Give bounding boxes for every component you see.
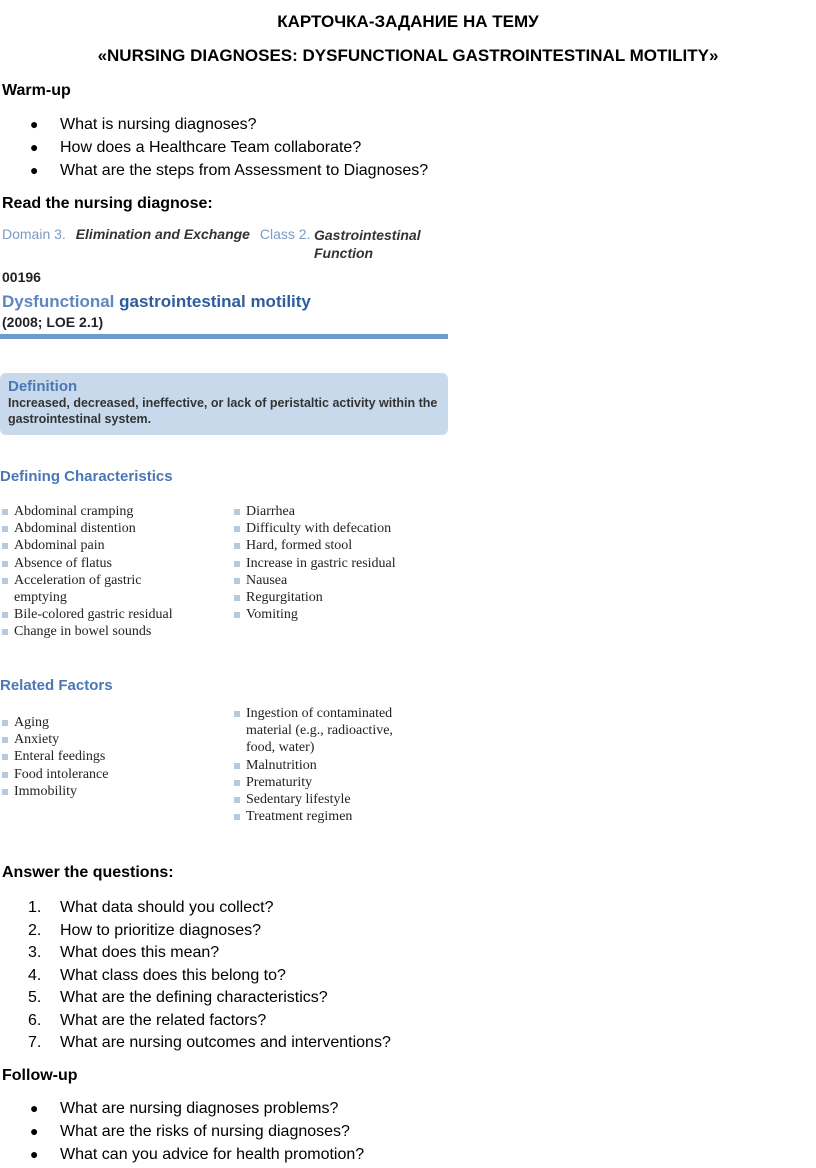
square-bullet-icon — [0, 503, 14, 520]
list-item: Prematurity — [232, 774, 432, 791]
square-bullet-icon — [0, 606, 14, 623]
list-item: Abdominal distention — [0, 520, 220, 537]
square-bullet-icon — [232, 774, 246, 791]
list-item: Abdominal cramping — [0, 503, 220, 520]
list-item: Anxiety — [0, 731, 220, 748]
square-bullet-icon — [232, 606, 246, 623]
related-factors-heading: Related Factors — [0, 677, 113, 694]
list-item: Diarrhea — [232, 503, 447, 520]
square-bullet-icon — [232, 757, 246, 774]
list-item: ● What are nursing diagnoses problems? — [28, 1097, 364, 1120]
diagnosis-year: (2008; LOE 2.1) — [2, 314, 104, 330]
domain-label: Domain 3. — [2, 226, 66, 242]
list-item: Difficulty with defecation — [232, 520, 447, 537]
square-bullet-icon — [232, 555, 246, 572]
square-bullet-icon — [0, 714, 14, 731]
list-item: Abdominal pain — [0, 537, 220, 554]
defining-characteristics-heading: Defining Characteristics — [0, 468, 173, 485]
square-bullet-icon — [0, 520, 14, 537]
square-bullet-icon — [232, 791, 246, 808]
list-item: ● How does a Healthcare Team collaborate? — [28, 136, 428, 159]
square-bullet-icon — [232, 705, 246, 757]
square-bullet-icon — [0, 572, 14, 606]
definition-box — [0, 373, 448, 435]
list-item: ● What are the steps from Assessment to Diagnoses? — [28, 159, 428, 182]
list-item: 5. What are the defining characteristics? — [28, 989, 328, 1006]
list-item: Malnutrition — [232, 757, 432, 774]
class-label: Class 2. — [259, 226, 311, 242]
square-bullet-icon — [232, 572, 246, 589]
list-item: 3. What does this mean? — [28, 944, 220, 961]
diagnosis-title: Dysfunctional gastrointestinal motility — [2, 292, 311, 311]
list-item: Absence of flatus — [0, 555, 220, 572]
followup-heading: Follow-up — [2, 1067, 78, 1084]
list-item: Ingestion of contaminated material (e.g., radioactive, food, water) — [232, 705, 422, 757]
list-item: ● What can you advice for health promotion? — [28, 1143, 364, 1166]
diagnosis-code: 00196 — [2, 269, 41, 285]
warmup-list — [28, 113, 428, 182]
list-item: Nausea — [232, 572, 447, 589]
list-item: 1. What data should you collect? — [28, 899, 274, 916]
answer-heading: Answer the questions: — [2, 864, 174, 881]
bullet-icon: ● — [30, 1146, 39, 1162]
class-value: Gastrointestinal Function — [314, 227, 421, 261]
list-item: ● What are the risks of nursing diagnoses? — [28, 1120, 364, 1143]
list-item: 7. What are nursing outcomes and interventions? — [28, 1034, 391, 1051]
list-item: Vomiting — [232, 606, 447, 623]
list-item: Regurgitation — [232, 589, 447, 606]
defining-characteristics-right — [232, 503, 447, 623]
square-bullet-icon — [0, 537, 14, 554]
square-bullet-icon — [0, 766, 14, 783]
square-bullet-icon — [232, 503, 246, 520]
answer-list — [28, 897, 391, 1055]
document-title-ru: КАРТОЧКА-ЗАДАНИЕ НА ТЕМУ — [277, 12, 539, 31]
definition-text: Increased, decreased, ineffective, or lack of peristaltic activity within the gastrointestinal system. — [8, 396, 438, 426]
list-item: Treatment regimen — [232, 808, 432, 825]
square-bullet-icon — [0, 555, 14, 572]
square-bullet-icon — [232, 520, 246, 537]
list-item: Aging — [0, 714, 220, 731]
square-bullet-icon — [232, 808, 246, 825]
bullet-icon: ● — [30, 1123, 39, 1139]
bullet-icon: ● — [30, 139, 39, 155]
domain-value: Elimination and Exchange — [75, 226, 250, 242]
bullet-icon: ● — [30, 1100, 39, 1116]
list-item: ● What is nursing diagnoses? — [28, 113, 428, 136]
domain-line — [2, 226, 310, 242]
divider — [0, 334, 448, 339]
list-item: 2. How to prioritize diagnoses? — [28, 921, 261, 939]
square-bullet-icon — [0, 783, 14, 800]
list-item: Change in bowel sounds — [0, 623, 220, 640]
square-bullet-icon — [0, 748, 14, 765]
followup-list — [28, 1097, 364, 1166]
list-item: Acceleration of gastric emptying — [0, 572, 175, 606]
square-bullet-icon — [0, 623, 14, 640]
list-item: Immobility — [0, 783, 220, 800]
document-title-topic: «NURSING DIAGNOSES: DYSFUNCTIONAL GASTROINTESTINAL MOTILITY» — [97, 46, 719, 65]
list-item: 4. What class does this belong to? — [28, 966, 286, 984]
list-item: Sedentary lifestyle — [232, 791, 432, 808]
list-item: Bile-colored gastric residual — [0, 606, 220, 623]
list-item: Increase in gastric residual — [232, 555, 447, 572]
square-bullet-icon — [0, 731, 14, 748]
warmup-heading: Warm-up — [2, 82, 71, 99]
related-factors-left — [0, 714, 220, 800]
defining-characteristics-left — [0, 503, 220, 641]
related-factors-right — [232, 705, 432, 825]
list-item: Food intolerance — [0, 766, 220, 783]
square-bullet-icon — [232, 589, 246, 606]
square-bullet-icon — [232, 537, 246, 554]
list-item: Enteral feedings — [0, 748, 220, 765]
definition-heading: Definition — [8, 378, 78, 395]
list-item: 6. What are the related factors? — [28, 1011, 267, 1029]
list-item: Hard, formed stool — [232, 537, 447, 554]
bullet-icon: ● — [30, 116, 39, 132]
bullet-icon: ● — [30, 162, 39, 178]
read-heading: Read the nursing diagnose: — [2, 195, 213, 212]
